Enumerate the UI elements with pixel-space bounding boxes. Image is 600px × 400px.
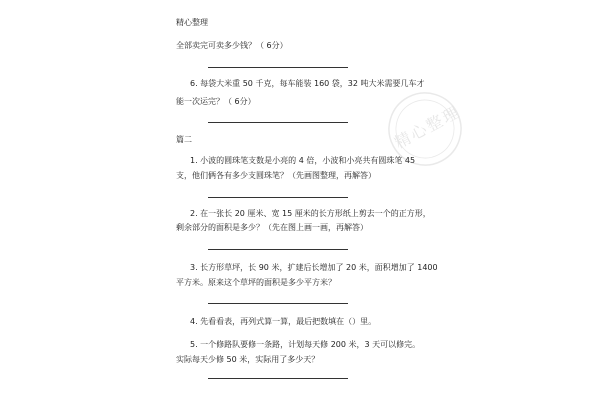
question-2-line-2: 剩余部分的面积是多少？（先在图上画一画，再解答） [176, 223, 368, 232]
question-5-line-1: 5. 一个修路队要修一条路，计划每天修 200 米，3 天可以修完。 [190, 340, 421, 349]
answer-line-5 [208, 378, 348, 379]
answer-line-6 [208, 122, 348, 123]
watermark-text: 精心整理 [391, 101, 464, 153]
question-1-line-1: 1. 小波的圆珠笔支数是小亮的 4 倍，小波和小亮共有圆珠笔 45 [190, 156, 416, 165]
question-6-line-2: 能一次运完？（ 6分） [176, 97, 256, 106]
answer-line-1 [208, 197, 348, 198]
question-5-line-2: 实际每天少修 50 米，实际用了多少天？ [176, 355, 320, 364]
question-3-line-2: 平方米。原来这个草坪的面积是多少平方米？ [176, 278, 336, 287]
previous-question-tail: 全部卖完可卖多少钱？（ 6分） [176, 41, 288, 50]
question-1-line-2: 支，他们俩各有多少支圆珠笔？（先画图整理，再解答） [176, 171, 376, 180]
answer-line-3 [208, 303, 348, 304]
watermark-stamp [370, 74, 481, 185]
answer-line-prev [208, 67, 348, 68]
answer-line-2 [208, 249, 348, 250]
page-header: 精心整理 [176, 18, 208, 27]
question-6-line-1: 6. 每袋大米重 50 千克，每车能装 160 袋，32 吨大米需要几车才 [190, 79, 425, 88]
question-3-line-1: 3. 长方形草坪，长 90 米，扩建后长增加了 20 米，面积增加了 1400 [190, 263, 438, 272]
question-2-line-1: 2. 在一张长 20 厘米、宽 15 厘米的长方形纸上剪去一个的正方形， [190, 209, 431, 218]
section-title: 篇二 [176, 135, 192, 144]
question-4-line-1: 4. 先看看表，再列式算一算，最后把数填在（）里。 [190, 317, 377, 326]
